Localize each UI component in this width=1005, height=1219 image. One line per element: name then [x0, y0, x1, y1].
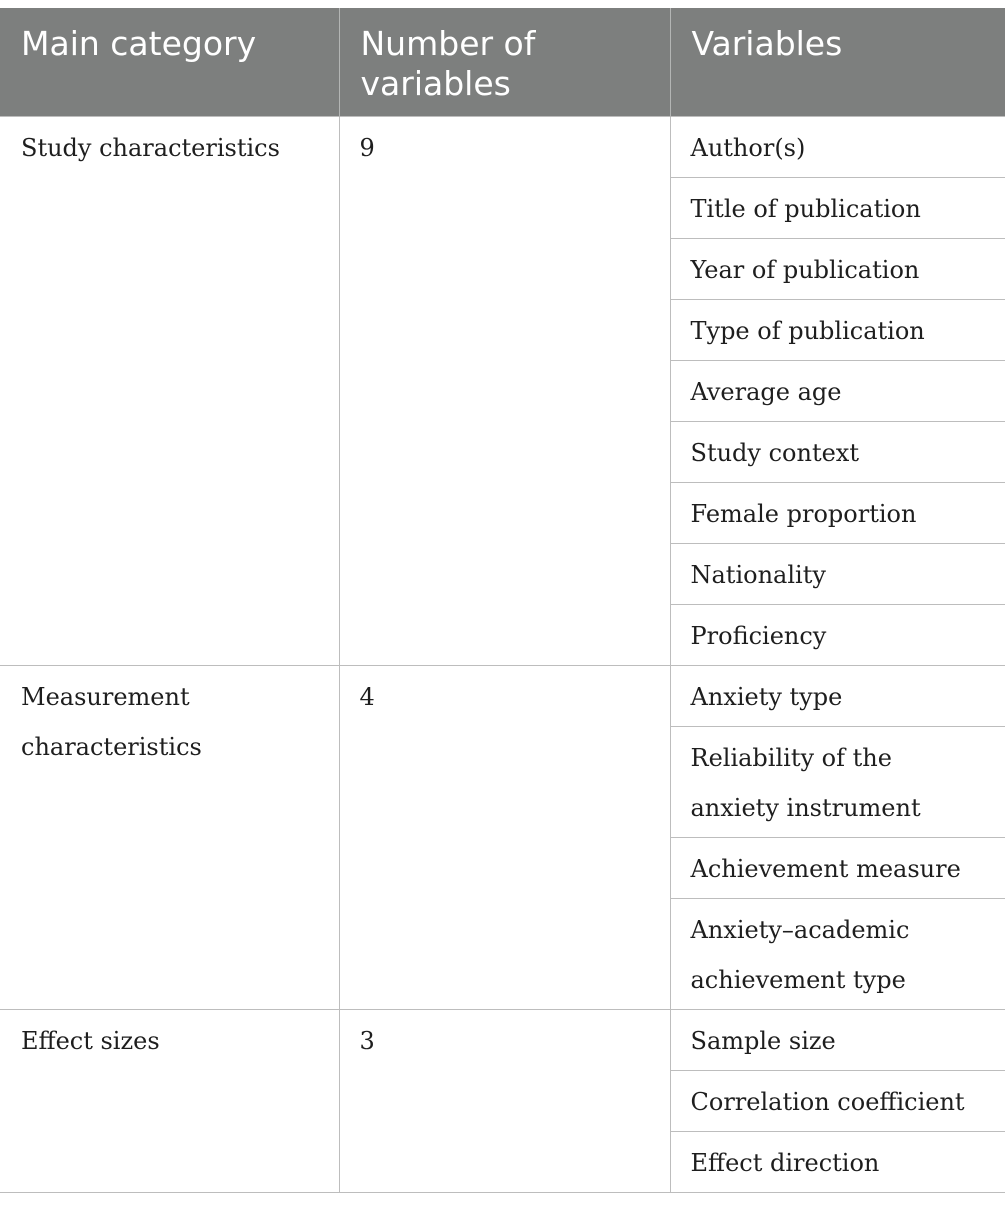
category-cell: Effect sizes: [0, 1010, 339, 1193]
variable-cell: Female proportion: [670, 483, 1005, 544]
category-cell: Study characteristics: [0, 117, 339, 666]
table-row: [0, 666, 1005, 727]
variable-cell: Sample size: [670, 1010, 1005, 1071]
variable-cell: Effect direction: [670, 1132, 1005, 1193]
variables-table-container: [0, 8, 1005, 1193]
variable-cell: Achievement measure: [670, 838, 1005, 899]
variable-cell: Study context: [670, 422, 1005, 483]
table-header: [0, 8, 1005, 117]
count-cell: 3: [339, 1010, 670, 1193]
count-cell: 4: [339, 666, 670, 1010]
count-cell: 9: [339, 117, 670, 666]
table-row: [0, 117, 1005, 178]
variable-cell: Correlation coefficient: [670, 1071, 1005, 1132]
variable-cell: Author(s): [670, 117, 1005, 178]
variable-cell: Anxiety type: [670, 666, 1005, 727]
category-cell: Measurement characteristics: [0, 666, 339, 1010]
header-variables: Variables: [670, 8, 1005, 117]
header-row: [0, 8, 1005, 117]
variable-cell: Proficiency: [670, 605, 1005, 666]
variable-cell: Average age: [670, 361, 1005, 422]
variable-cell: Year of publication: [670, 239, 1005, 300]
table-body: [0, 117, 1005, 1193]
header-main-category: Main category: [0, 8, 339, 117]
variable-cell: Anxiety–academic achievement type: [670, 899, 1005, 1010]
variable-cell: Reliability of the anxiety instrument: [670, 727, 1005, 838]
coding-variables-table: [0, 8, 1005, 1193]
header-number-of-variables: Number of variables: [339, 8, 670, 117]
variable-cell: Nationality: [670, 544, 1005, 605]
table-row: [0, 1010, 1005, 1071]
variable-cell: Type of publication: [670, 300, 1005, 361]
variable-cell: Title of publication: [670, 178, 1005, 239]
